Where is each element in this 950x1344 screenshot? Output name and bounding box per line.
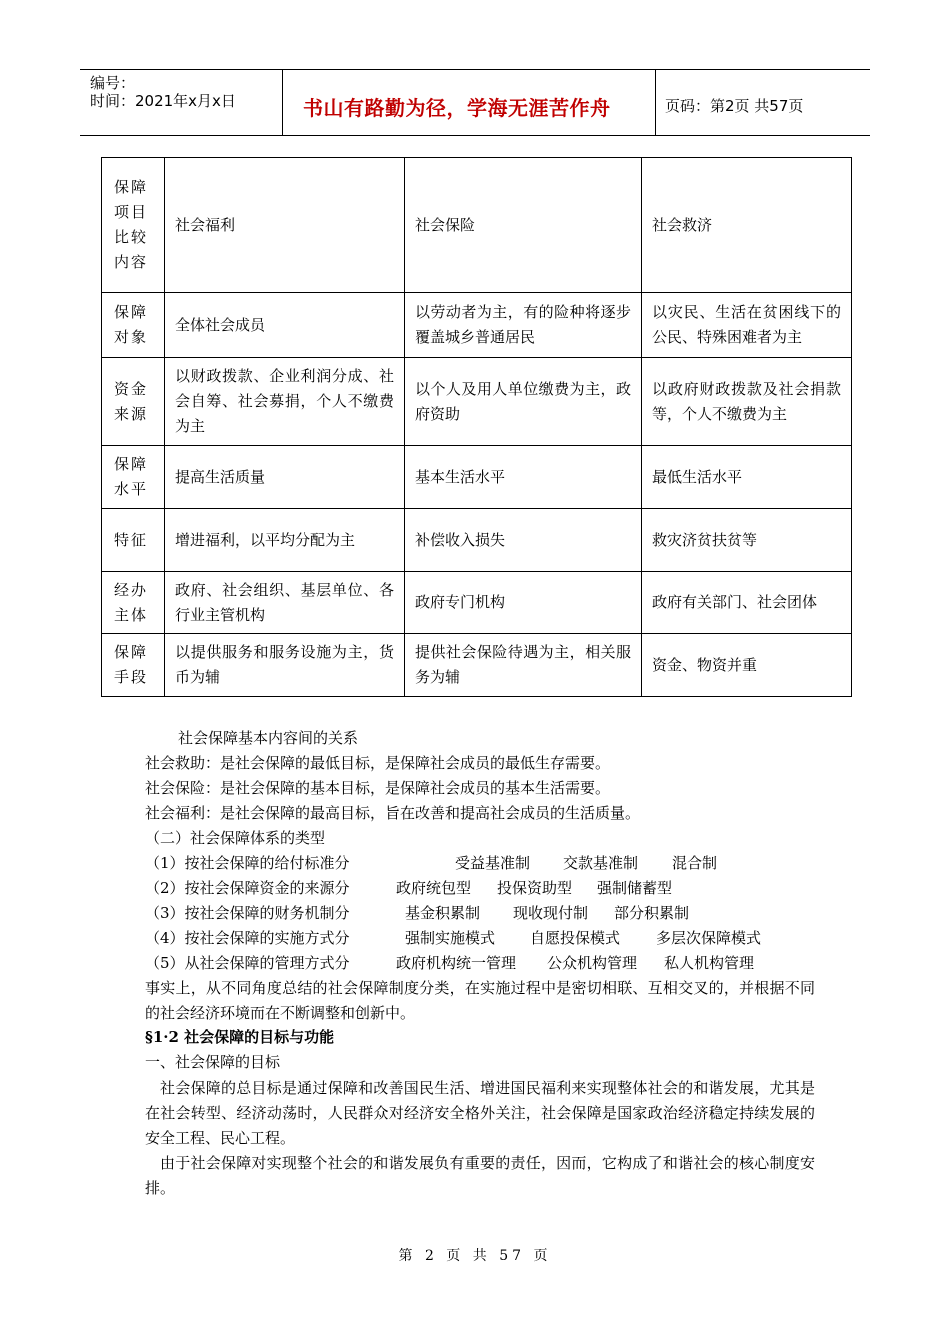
row-label: 经办主体 [102,572,165,634]
table-cell: 基本生活水平 [405,446,642,509]
table-cell: 以灾民、生活在贫困线下的公民、特殊困难者为主 [642,293,852,358]
section-title: §1·2 社会保障的目标与功能 [145,1028,335,1046]
type-label: （3）按社会保障的财务机制分 [145,904,350,922]
table-cell: 政府、社会组织、基层单位、各行业主管机构 [165,572,405,634]
type-item: 政府机构统一管理 [396,954,517,972]
table-cell: 政府专门机构 [405,572,642,634]
table-cell: 提高生活质量 [165,446,405,509]
header-bottom-rule [80,135,870,136]
header-date: 时间：2021年x月x日 [90,92,236,110]
type-item: 私人机构管理 [664,954,755,972]
table-cell: 以财政拨款、企业利润分成、社会自筹、社会募捐，个人不缴费为主 [165,358,405,446]
header-motto: 书山有路勤为径，学海无涯苦作舟 [303,96,611,120]
table-cell: 补偿收入损失 [405,509,642,572]
header-page-number: 页码：第2页 共57页 [665,97,804,115]
types-heading: （二）社会保障体系的类型 [145,829,326,847]
table-row [102,509,852,572]
table-row [102,293,852,358]
table-cell: 政府有关部门、社会团体 [642,572,852,634]
column-header-social-relief: 社会救济 [642,158,852,293]
column-header-social-insurance: 社会保险 [405,158,642,293]
page-footer: 第 2 页 共 57 页 [398,1248,552,1264]
comparison-table [101,157,852,697]
table-cell: 以个人及用人单位缴费为主，政府资助 [405,358,642,446]
table-cell: 增进福利，以平均分配为主 [165,509,405,572]
header-number: 编号： [90,74,136,92]
summary-paragraph: 事实上，从不同角度总结的社会保障制度分类，在实施过程中是密切相联、互相交叉的，并根据不同的社会经济环境而在不断调整和创新中。 [145,979,815,1022]
type-item: 公众机构管理 [547,954,638,972]
table-row [102,358,852,446]
table-cell: 全体社会成员 [165,293,405,358]
type-item: 现收现付制 [513,904,589,922]
type-item: 强制储蓄型 [597,879,673,897]
type-item: 多层次保障模式 [656,929,762,947]
relation-title: 社会保障基本内容间的关系 [178,729,359,747]
table-header-row [102,158,852,293]
table-cell: 以提供服务和服务设施为主，货币为辅 [165,634,405,697]
header-divider-left [282,69,283,135]
row-label: 保障对象 [102,293,165,358]
table-corner-cell: 保障项目比较内容 [102,158,165,293]
relation-line: 社会保险：是社会保障的基本目标，是保障社会成员的基本生活需要。 [145,779,611,797]
type-item: 自愿投保模式 [530,929,621,947]
table-row [102,634,852,697]
type-item: 基金积累制 [405,904,481,922]
type-label: （1）按社会保障的给付标准分 [145,854,350,872]
table-cell: 提供社会保险待遇为主，相关服务为辅 [405,634,642,697]
column-header-social-welfare: 社会福利 [165,158,405,293]
type-item: 强制实施模式 [405,929,496,947]
relation-line: 社会救助：是社会保障的最低目标，是保障社会成员的最低生存需要。 [145,754,611,772]
row-label: 保障水平 [102,446,165,509]
relation-line: 社会福利：是社会保障的最高目标，旨在改善和提高社会成员的生活质量。 [145,804,641,822]
table-row [102,446,852,509]
table-cell: 最低生活水平 [642,446,852,509]
table-cell: 以政府财政拨款及社会捐款等，个人不缴费为主 [642,358,852,446]
row-label: 资金来源 [102,358,165,446]
header-top-rule [80,69,870,70]
row-label: 特征 [102,509,165,572]
header-divider-right [655,69,656,135]
type-item: 混合制 [672,854,718,872]
subsection-title: 一、社会保障的目标 [145,1053,281,1071]
type-item: 部分积累制 [614,904,690,922]
goal-paragraph-2: 由于社会保障对实现整个社会的和谐发展负有重要的责任，因而，它构成了和谐社会的核心制度安排。 [145,1154,815,1197]
table-row [102,572,852,634]
type-item: 投保资助型 [497,879,573,897]
type-item: 交款基准制 [563,854,639,872]
type-label: （4）按社会保障的实施方式分 [145,929,350,947]
type-item: 政府统包型 [396,879,472,897]
row-label: 保障手段 [102,634,165,697]
type-label: （5）从社会保障的管理方式分 [145,954,350,972]
goal-paragraph: 社会保障的总目标是通过保障和改善国民生活、增进国民福利来实现整体社会的和谐发展，尤其是在社会转型、经济动荡时，人民群众对经济安全格外关注，社会保障是国家政治经济稳定持续发展的安全工程、民心工程。 [145,1079,815,1147]
type-label: （2）按社会保障资金的来源分 [145,879,350,897]
table-cell: 资金、物资并重 [642,634,852,697]
table-cell: 以劳动者为主，有的险种将逐步覆盖城乡普通居民 [405,293,642,358]
type-item: 受益基准制 [455,854,531,872]
table-cell: 救灾济贫扶贫等 [642,509,852,572]
